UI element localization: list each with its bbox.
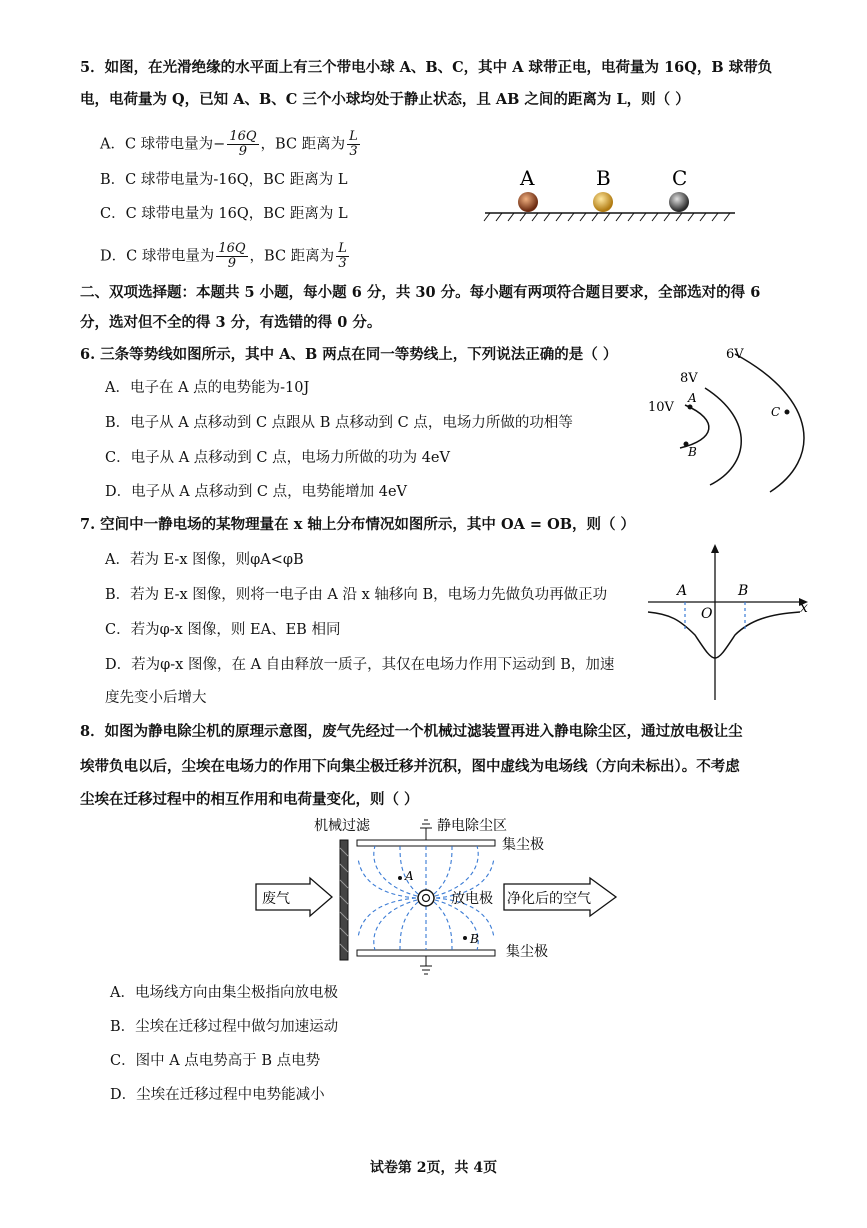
q5-option-b[interactable]: B．C 球带电量为-16Q，BC 距离为 L [100, 172, 348, 188]
label-a: A [677, 583, 688, 599]
point-c [785, 410, 790, 415]
q8-option-b[interactable]: B．尘埃在迁移过程中做匀加速运动 [110, 1019, 339, 1035]
label-point-b: B [688, 445, 697, 459]
q5-option-a[interactable]: A．C 球带电量为− $\frac{16Q}{9}$ ，BC 距离为 $\frac{L}{3}$ [100, 129, 358, 159]
y-axis-arrow [711, 544, 719, 553]
label-point-a: A [688, 391, 697, 405]
page-footer: 试卷第 2页，共 4页 [369, 1160, 498, 1176]
q5-stem-line1: 5．如图，在光滑绝缘的水平面上有三个带电小球 A、B、C，其中 A 球带正电，电荷量为 16Q，B 球带负 [80, 59, 773, 76]
point-a [688, 405, 693, 410]
q8-option-a[interactable]: A．电场线方向由集尘极指向放电极 [110, 985, 338, 1001]
label-o: O [701, 606, 713, 622]
field-curve [648, 612, 800, 658]
q8-precipitator-figure [250, 808, 630, 980]
q5-stem-line2: 电，电荷量为 Q，已知 A、B、C 三个小球均处于静止状态，且 AB 之间的距离为 L，则（ ） [80, 91, 690, 108]
label-6v: 6V [726, 347, 744, 362]
ball-a [518, 192, 538, 212]
q7-option-c[interactable]: C．若为φ-x 图像，则 EA、EB 相同 [105, 622, 341, 638]
q8-option-c[interactable]: C．图中 A 点电势高于 B 点电势 [110, 1053, 321, 1069]
collector-top-label: 集尘极 [502, 837, 544, 853]
point-a [398, 876, 402, 880]
point-b-label: B [470, 932, 479, 946]
ball-c-label: C [672, 166, 688, 190]
ball-a-label: A [520, 166, 535, 190]
exhaust-label: 废气 [262, 891, 290, 907]
ball-b-label: B [596, 166, 611, 190]
label-x: x [800, 600, 808, 616]
q6-stem: 6. 三条等势线如图所示，其中 A、B 两点在同一等势线上，下列说法正确的是（ ） [80, 346, 618, 363]
q7-stem: 7. 空间中一静电场的某物理量在 x 轴上分布情况如图所示，其中 OA = OB，则（ ） [80, 516, 636, 533]
q8-option-d[interactable]: D．尘埃在迁移过程中电势能减小 [110, 1087, 325, 1103]
q5-balls-figure [480, 165, 740, 230]
q7-option-b[interactable]: B．若为 E-x 图像，则将一电子由 A 沿 x 轴移向 B，电场力先做负功再做正功 [105, 587, 608, 603]
q7-graph-figure [640, 540, 820, 705]
filter-label: 机械过滤 [314, 818, 370, 834]
equipotential-8v [705, 388, 741, 485]
label-8v: 8V [680, 371, 698, 386]
zone-label: 静电除尘区 [437, 818, 507, 834]
collector-bottom [357, 950, 495, 956]
ground-hatching [484, 213, 730, 221]
q7-option-d-line2: 度先变小后增大 [105, 690, 207, 706]
section2-heading-line2: 分，选对但不全的得 3 分，有选错的得 0 分。 [80, 314, 382, 331]
label-b: B [738, 583, 749, 599]
q6-option-b[interactable]: B．电子从 A 点移动到 C 点跟从 B 点移动到 C 点，电场力所做的功相等 [105, 415, 573, 431]
q6-option-c[interactable]: C．电子从 A 点移动到 C 点，电场力所做的功为 4eV [105, 450, 450, 466]
label-point-c: C [771, 405, 781, 419]
q5-option-c[interactable]: C．C 球带电量为 16Q，BC 距离为 L [100, 206, 348, 222]
q6-equipotential-figure [640, 340, 810, 500]
discharge-label: 放电极 [451, 891, 493, 907]
equipotential-6v [735, 354, 804, 492]
q8-stem-line2: 埃带负电以后，尘埃在电场力的作用下向集尘极迁移并沉积，图中虚线为电场线（方向未标出）。不考虑 [80, 758, 740, 775]
section2-heading-line1: 二、双项选择题：本题共 5 小题，每小题 6 分，共 30 分。每小题有两项符合题目要求，全部选对的得 6 [80, 284, 761, 301]
ball-b [593, 192, 613, 212]
q5-option-d[interactable]: D．C 球带电量为 $\frac{16Q}{9}$ ，BC 距离为 $\frac{L}{3}$ [100, 241, 347, 271]
q7-option-a[interactable]: A．若为 E-x 图像，则φA<φB [105, 552, 304, 568]
ball-c [669, 192, 689, 212]
equipotential-10v [680, 405, 709, 448]
point-b [463, 936, 467, 940]
clean-air-label: 净化后的空气 [507, 891, 591, 907]
q8-stem-line3: 尘埃在迁移过程中的相互作用和电荷量变化，则（ ） [80, 791, 419, 808]
collector-top [357, 840, 495, 846]
collector-bottom-label: 集尘极 [506, 944, 548, 960]
q7-option-d-line1[interactable]: D．若为φ-x 图像，在 A 自由释放一质子，其仅在电场力作用下运动到 B，加速 [105, 657, 615, 673]
label-10v: 10V [648, 400, 674, 415]
q6-option-a[interactable]: A．电子在 A 点的电势能为-10J [105, 380, 310, 396]
q6-option-d[interactable]: D．电子从 A 点移动到 C 点，电势能增加 4eV [105, 484, 408, 500]
point-a-label: A [405, 869, 414, 883]
q8-stem-line1: 8．如图为静电除尘机的原理示意图，废气先经过一个机械过滤装置再进入静电除尘区，通过放电极让尘 [80, 723, 743, 740]
